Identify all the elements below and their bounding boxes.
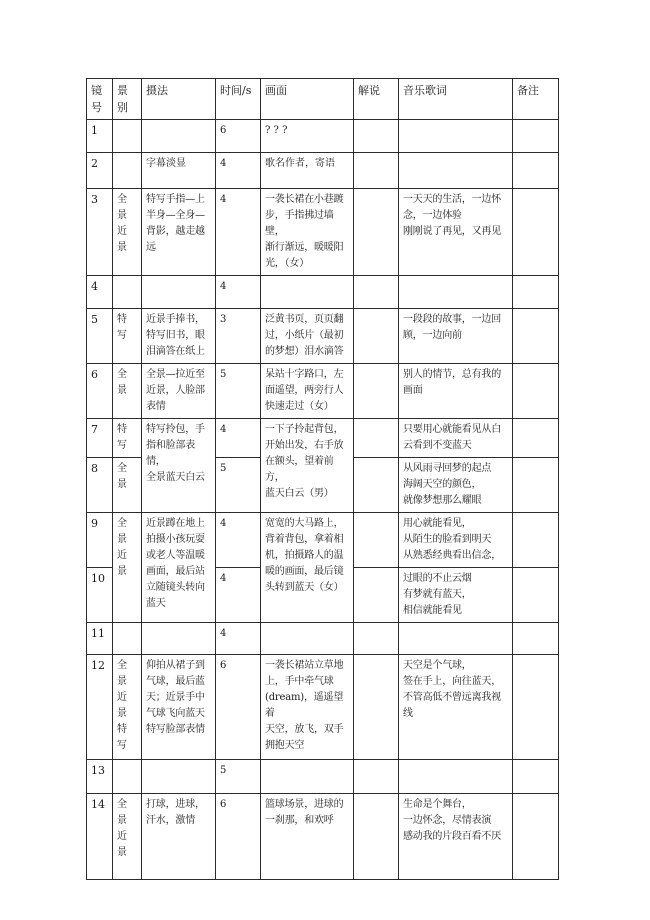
music-cell: 从风雨寻回梦的起点 海阔天空的颜色， 就像梦想那么耀眼	[399, 458, 513, 513]
table-row	[87, 276, 559, 309]
narration-cell	[354, 458, 399, 513]
music-cell: 过眼的不止云烟 有梦就有蓝天， 相信就能看见	[399, 568, 513, 623]
duration-cell: 4	[216, 419, 261, 458]
remarks-cell	[513, 189, 559, 276]
remarks-cell	[513, 276, 559, 309]
table-row	[87, 364, 559, 419]
music-cell	[399, 153, 513, 189]
header-remarks: 备注	[513, 79, 559, 120]
music-cell: 一天天的生活，一边怀 念，一边体验 刚刚说了再见，又再见	[399, 189, 513, 276]
frame-cell: 宽宽的大马路上， 背着背包，拿着相 机，拍摄路人的温 暖的画面，最后镜 头转到蓝天（女）	[261, 513, 354, 623]
table-row	[87, 120, 559, 153]
table-row	[87, 760, 559, 794]
frame-cell: 一下子拎起背包， 开始出发，右手放 在额头，望着前方， 蓝天白云（男）	[261, 419, 354, 513]
scene-cell	[113, 153, 142, 189]
remarks-cell	[513, 120, 559, 153]
music-cell	[399, 276, 513, 309]
scene-cell	[113, 623, 142, 655]
storyboard-table	[86, 78, 559, 880]
narration-cell	[354, 309, 399, 364]
remarks-cell	[513, 309, 559, 364]
music-cell: 天空是个气球， 签在手上，向往蓝天， 不管高低不曾远离我视 线	[399, 655, 513, 760]
frame-cell: 泛黄书页，页页翻 过，小纸片（最初 的梦想）泪水滴答	[261, 309, 354, 364]
scene-cell: 全 景 近 景 特 写	[113, 655, 142, 760]
scene-cell: 特 写	[113, 309, 142, 364]
scene-cell	[113, 120, 142, 153]
music-cell	[399, 760, 513, 794]
technique-cell: 打球，进球， 汗水，激情	[142, 794, 216, 880]
scene-cell	[113, 276, 142, 309]
narration-cell	[354, 655, 399, 760]
scene-cell: 全 景 近 景	[113, 513, 142, 623]
header-duration: 时间/s	[216, 79, 261, 120]
duration-cell: 4	[216, 623, 261, 655]
scene-cell: 全 景	[113, 458, 142, 513]
technique-cell: 近景手捧书， 特写旧书，眼 泪滴答在纸上	[142, 309, 216, 364]
duration-cell: 5	[216, 364, 261, 419]
music-cell	[399, 623, 513, 655]
technique-cell	[142, 276, 216, 309]
shot-number: 9	[87, 513, 113, 568]
duration-cell: 3	[216, 309, 261, 364]
header-narration: 解说	[354, 79, 399, 120]
technique-cell: 仰拍从裙子到 气球，最后蓝 天；近景手中 气球飞向蓝天 特写脸部表情	[142, 655, 216, 760]
technique-cell: 全景—拉近至 近景，人脸部 表情	[142, 364, 216, 419]
duration-cell: 4	[216, 568, 261, 623]
music-cell: 用心就能看见， 从陌生的脸看到明天 从熟悉经典看出信念，	[399, 513, 513, 568]
music-cell: 一段段的故事，一边回 顾，一边向前	[399, 309, 513, 364]
shot-number: 5	[87, 309, 113, 364]
scene-cell: 特 写	[113, 419, 142, 458]
frame-cell: 呆站十字路口，左 面遥望，两旁行人 快速走过（女）	[261, 364, 354, 419]
shot-number: 2	[87, 153, 113, 189]
shot-number: 14	[87, 794, 113, 880]
shot-number: 1	[87, 120, 113, 153]
technique-cell: 特写拎包，手 指和脸部表情， 全景蓝天白云	[142, 419, 216, 513]
narration-cell	[354, 568, 399, 623]
narration-cell	[354, 120, 399, 153]
remarks-cell	[513, 655, 559, 760]
music-cell	[399, 120, 513, 153]
shot-number: 13	[87, 760, 113, 794]
music-cell: 别人的情节，总有我的 画面	[399, 364, 513, 419]
shot-number: 8	[87, 458, 113, 513]
scene-cell	[113, 760, 142, 794]
narration-cell	[354, 513, 399, 568]
scene-cell: 全 景 近 景	[113, 189, 142, 276]
frame-cell	[261, 276, 354, 309]
table-row	[87, 623, 559, 655]
shot-number: 7	[87, 419, 113, 458]
narration-cell	[354, 364, 399, 419]
duration-cell: 6	[216, 120, 261, 153]
frame-cell	[261, 623, 354, 655]
remarks-cell	[513, 760, 559, 794]
shot-number: 11	[87, 623, 113, 655]
shot-number: 10	[87, 568, 113, 623]
remarks-cell	[513, 623, 559, 655]
header-music: 音乐歌词	[399, 79, 513, 120]
technique-cell: 近景蹲在地上 拍摄小孩玩耍 或老人等温暖 画面，最后站 立随镜头转向 蓝天	[142, 513, 216, 623]
music-cell: 只要用心就能看见从白 云看到不变蓝天	[399, 419, 513, 458]
frame-cell: ? ? ?	[261, 120, 354, 153]
technique-cell: 字幕淡显	[142, 153, 216, 189]
header-shot-no: 镜 号	[87, 79, 113, 120]
narration-cell	[354, 794, 399, 880]
duration-cell: 5	[216, 458, 261, 513]
remarks-cell	[513, 419, 559, 458]
duration-cell: 4	[216, 276, 261, 309]
duration-cell: 4	[216, 189, 261, 276]
technique-cell	[142, 120, 216, 153]
remarks-cell	[513, 364, 559, 419]
table-row	[87, 189, 559, 276]
frame-cell: 一袭长裙在小巷踱 步，手指拂过墙壁， 渐行渐远，暖暖阳 光，（女）	[261, 189, 354, 276]
shot-number: 4	[87, 276, 113, 309]
header-row	[87, 79, 559, 120]
remarks-cell	[513, 568, 559, 623]
frame-cell: 篮球场景，进球的 一刹那，和欢呼	[261, 794, 354, 880]
frame-cell: 一袭长裙站立草地 上，手中牵气球 (dream)，遥遥望着 天空，放飞，双手 拥抱天空	[261, 655, 354, 760]
remarks-cell	[513, 794, 559, 880]
table-row	[87, 309, 559, 364]
header-frame: 画面	[261, 79, 354, 120]
remarks-cell	[513, 458, 559, 513]
table-row	[87, 513, 559, 568]
duration-cell: 4	[216, 153, 261, 189]
technique-cell	[142, 623, 216, 655]
technique-cell	[142, 760, 216, 794]
table-row	[87, 655, 559, 760]
scene-cell: 全 景 近 景	[113, 794, 142, 880]
table-row	[87, 419, 559, 458]
header-scene: 景 别	[113, 79, 142, 120]
duration-cell: 4	[216, 513, 261, 568]
shot-number: 6	[87, 364, 113, 419]
frame-cell: 歌名作者，寄语	[261, 153, 354, 189]
table-row	[87, 153, 559, 189]
technique-cell: 特写手指—上 半身—全身— 背影，越走越 远	[142, 189, 216, 276]
duration-cell: 6	[216, 794, 261, 880]
header-technique: 摄法	[142, 79, 216, 120]
scene-cell: 全 景	[113, 364, 142, 419]
narration-cell	[354, 276, 399, 309]
narration-cell	[354, 189, 399, 276]
narration-cell	[354, 623, 399, 655]
narration-cell	[354, 419, 399, 458]
narration-cell	[354, 153, 399, 189]
shot-number: 3	[87, 189, 113, 276]
narration-cell	[354, 760, 399, 794]
shot-number: 12	[87, 655, 113, 760]
remarks-cell	[513, 153, 559, 189]
duration-cell: 6	[216, 655, 261, 760]
duration-cell: 5	[216, 760, 261, 794]
music-cell: 生命是个舞台， 一边怀念，尽情表演 感动我的片段百看不厌	[399, 794, 513, 880]
frame-cell	[261, 760, 354, 794]
table-row	[87, 794, 559, 880]
remarks-cell	[513, 513, 559, 568]
